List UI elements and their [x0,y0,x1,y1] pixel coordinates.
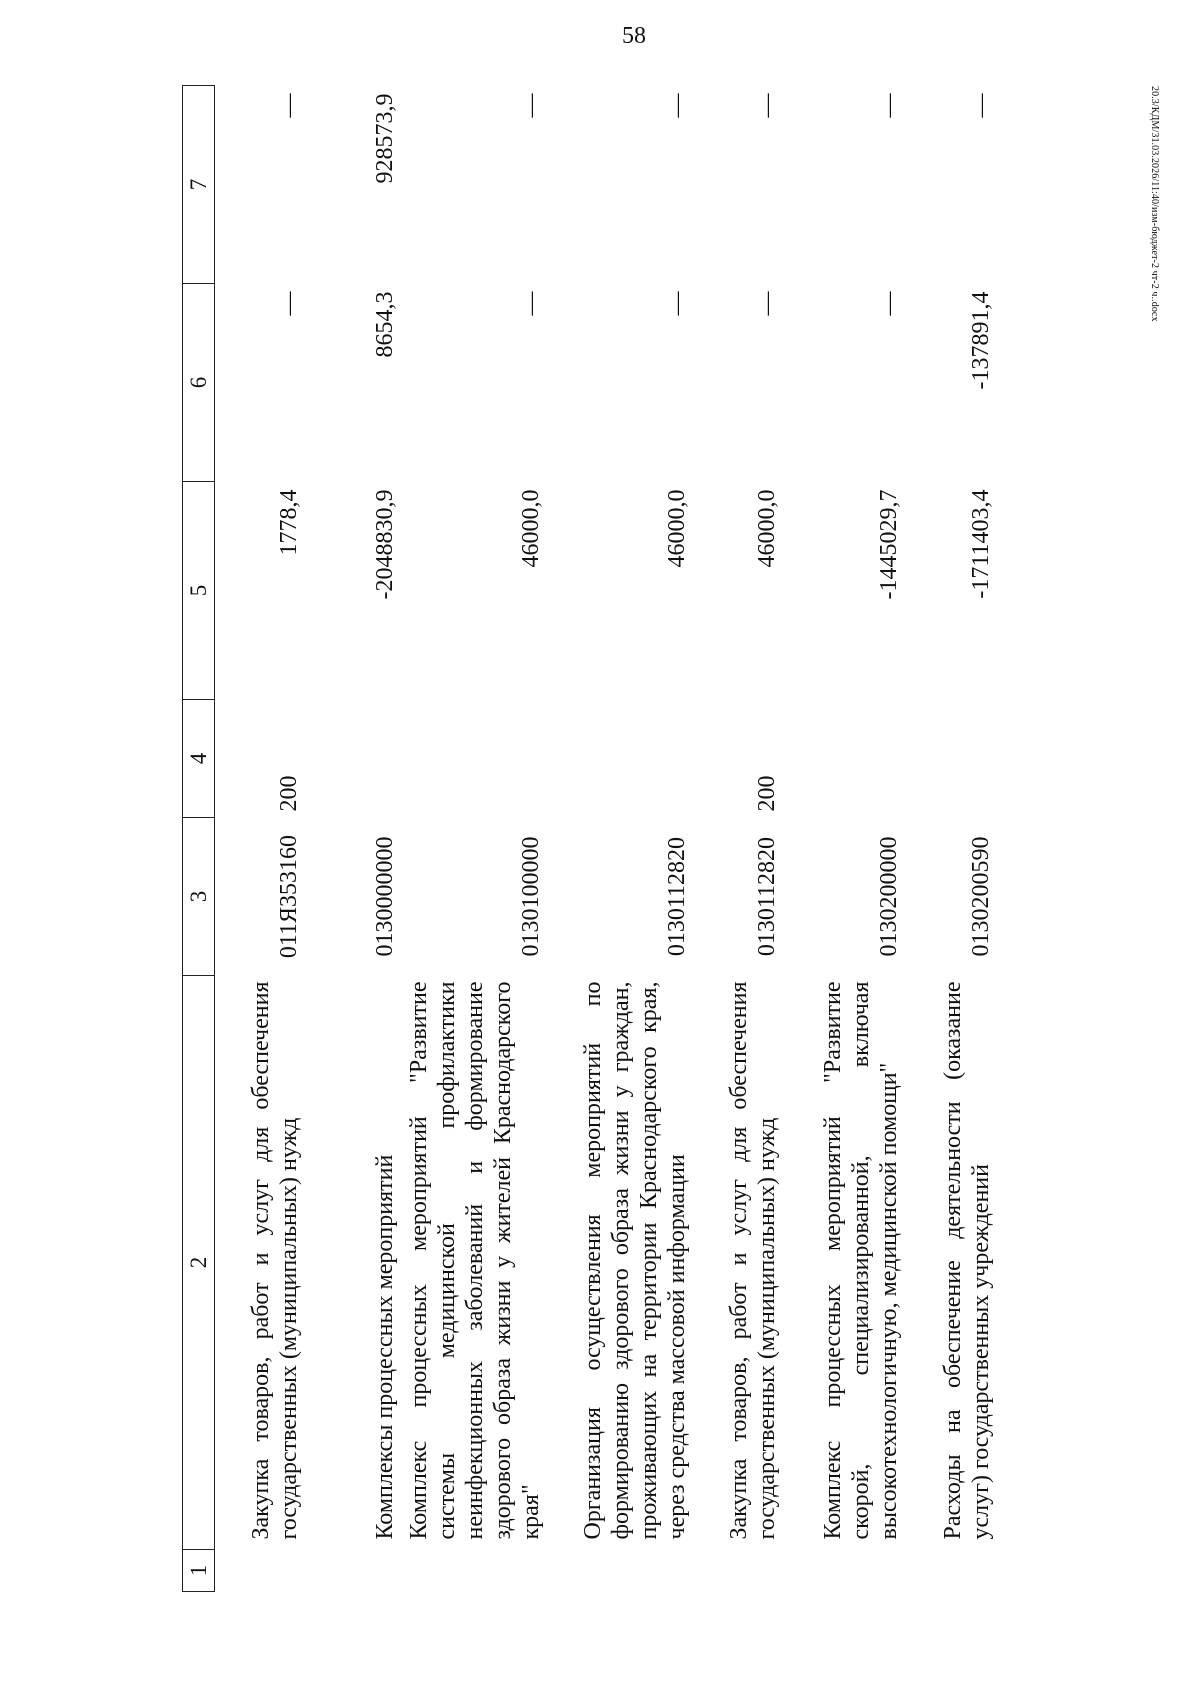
header-col-4: 4 [183,700,215,818]
row-number [545,1550,691,1592]
row-value-6: — [876,291,902,316]
table-row [691,86,781,1592]
row-value-7: — [754,93,780,118]
row-value-7: — [876,93,902,118]
row-value-5: -2048830,9 [372,489,398,600]
row-code: 0130000000 [372,836,398,957]
row-expense-type [399,700,545,818]
table-row [903,86,995,1592]
header-col-3: 3 [183,818,215,976]
row-name: Комплекс процессных мероприятий "Развитие скорой, специализированной, включая высокотехнологичную, медицинской помощи" [820,981,902,1540]
row-code: 011Я353160 [276,834,302,959]
row-expense-type [903,700,995,818]
row-value-5: -1445029,7 [876,489,902,600]
row-value-6: — [276,291,302,316]
row-expense-type: 200 [276,775,302,812]
row-number [691,1550,781,1592]
row-code: 0130200000 [876,836,902,957]
row-name: Расходы на обеспечение деятельности (оказание услуг) государственных учреждений [940,981,994,1540]
row-number [215,1550,304,1592]
row-name: Комплексы процессных мероприятий [372,1154,398,1540]
row-number [303,1550,399,1592]
header-col-2: 2 [183,976,215,1550]
row-value-5: 46000,0 [754,489,780,568]
row-value-5: 1778,4 [276,489,302,556]
header-col-7: 7 [183,86,215,284]
row-code: 0130100000 [518,836,544,957]
document-file-path: 20.3/КДМ/31.03.2026/11:40/изм-бюджет-2 чт-2 ч..docx [1149,86,1160,322]
table-row [215,86,304,1592]
row-value-7: — [518,93,544,118]
table-row [781,86,903,1592]
row-number [903,1550,995,1592]
header-col-6: 6 [183,284,215,482]
row-name: Комплекс процессных мероприятий "Развитие системы медицинской профилактики неинфекционных заболеваний и формирование здорового образа жизни у жителей Краснодарского края" [406,981,544,1540]
table-header-row [183,86,215,1592]
row-code: 0130112820 [664,836,690,957]
row-value-5: 46000,0 [664,489,690,568]
table-row [303,86,399,1592]
row-value-5: -1711403,4 [968,489,994,599]
row-number [781,1550,903,1592]
row-value-6: -137891,4 [968,291,994,390]
row-expense-type [303,700,399,818]
row-name: Закупка товаров, работ и услуг для обеспечения государственных (муниципальных) нужд [726,981,780,1540]
header-col-1: 1 [183,1550,215,1592]
page-number: 58 [622,23,646,49]
row-value-6: 8654,3 [372,291,398,358]
row-value-7: — [968,93,994,118]
budget-table-rotated [182,86,1032,1592]
row-value-5: 46000,0 [518,489,544,568]
budget-table [182,85,995,1592]
row-expense-type: 200 [754,775,780,812]
header-col-5: 5 [183,482,215,700]
row-code: 0130112820 [754,836,780,957]
row-name: Организация осуществления мероприятий по формированию здорового образа жизни у граждан, проживающих на территории Краснодарского края, через средства массовой информации [580,981,690,1540]
row-code: 0130200590 [968,836,994,957]
row-value-7: — [276,93,302,118]
row-name: Закупка товаров, работ и услуг для обеспечения государственных (муниципальных) нужд [248,981,302,1540]
row-value-7: 928573,9 [372,93,398,184]
row-value-7: — [664,93,690,118]
row-expense-type [781,700,903,818]
row-value-6: — [518,291,544,316]
row-value-6: — [754,291,780,316]
row-expense-type [545,700,691,818]
table-row [399,86,545,1592]
row-number [399,1550,545,1592]
table-row [545,86,691,1592]
row-value-6: — [664,291,690,316]
